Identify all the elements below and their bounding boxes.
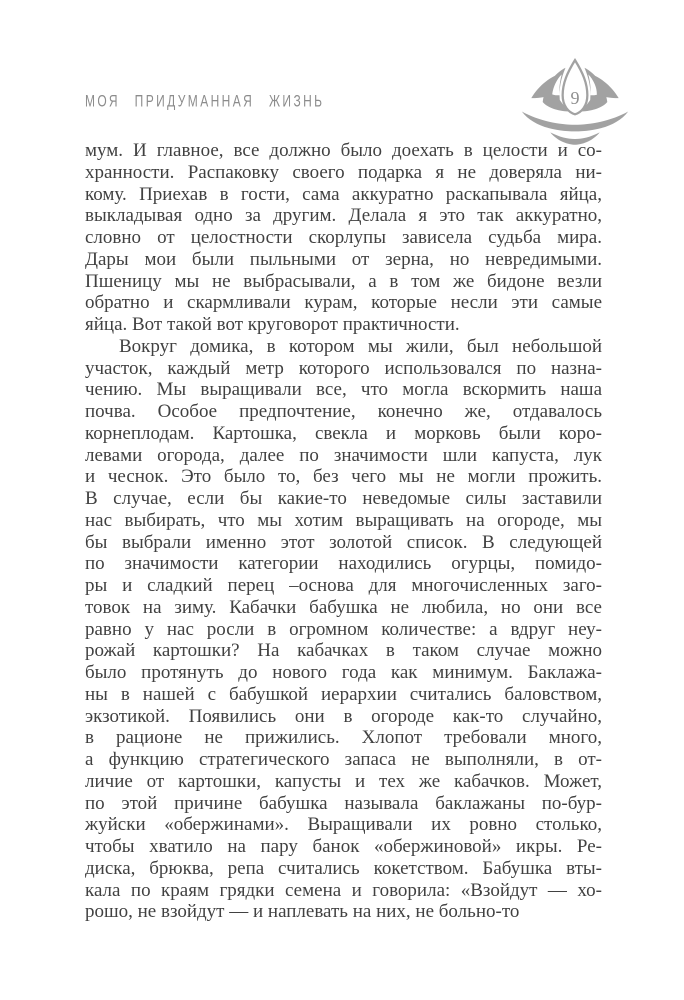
text-line: рожай картошки? На кабачках в таком случае можно bbox=[85, 640, 602, 662]
text-line: в рационе не прижились. Хлопот требовали много, bbox=[85, 727, 602, 749]
text-line: участок, каждый метр которого использовался по назна- bbox=[85, 357, 602, 379]
text-line: чению. Мы выращивали все, что могла вскормить наша bbox=[85, 379, 602, 401]
paragraph bbox=[85, 336, 602, 923]
text-line: равно у нас росли в огромном количестве: а вдруг неу- bbox=[85, 618, 602, 640]
text-line: экзотикой. Появились они в огороде как-то случайно, bbox=[85, 705, 602, 727]
text-line: а функцию стратегического запаса не выполняли, в от- bbox=[85, 749, 602, 770]
text-line: корнеплодам. Картошка, свекла и морковь были коро- bbox=[85, 422, 602, 444]
text-line: обратно и скармливали курам, которые несли эти самые bbox=[85, 292, 602, 314]
text-line: по значимости категории находились огурцы, помидо- bbox=[85, 553, 602, 575]
text-line: и чеснок. Это было то, без чего мы не могли прожить. bbox=[85, 466, 602, 488]
page-text bbox=[85, 140, 602, 923]
text-line: левами огорода, далее по значимости шли капуста, лук bbox=[85, 444, 602, 466]
lotus-icon bbox=[518, 56, 632, 146]
text-line: ны в нашей с бабушкой иерархии считались баловством, bbox=[85, 683, 602, 705]
text-line: выкладывая одно за другим. Делала я это так аккуратно, bbox=[85, 205, 602, 227]
text-line: Вокруг домика, в котором мы жили, был небольшой bbox=[119, 335, 602, 357]
text-line: мум. И главное, все должно было доехать в целости и со- bbox=[85, 140, 602, 161]
text-line: кому. Приехав в гости, сама аккуратно раскапывала яйца, bbox=[85, 183, 602, 205]
text-line: Дары мои были пыльными от зерна, но невредимыми. bbox=[85, 248, 602, 270]
text-line: товок на зиму. Кабачки бабушка не любила, но они все bbox=[85, 596, 602, 618]
text-line: кала по краям грядки семена и говорила: «Взойдут — хо- bbox=[85, 879, 602, 901]
text-line: чтобы хватило на пару банок «обержиновой» икры. Ре- bbox=[85, 836, 602, 857]
lotus-ornament bbox=[518, 56, 632, 146]
text-line: рошо, не взойдут — и наплевать на них, не больно-то bbox=[85, 901, 520, 923]
text-line: по этой причине бабушка называла баклажаны по-бур- bbox=[85, 792, 602, 814]
running-head-title: МОЯ ПРИДУМАННАЯ ЖИЗНЬ bbox=[85, 91, 325, 111]
text-line: словно от целостности скорлупы зависела судьба мира. bbox=[85, 227, 602, 248]
text-line: яйца. Вот такой вот круговорот практичности. bbox=[85, 314, 460, 335]
text-line: диска, брюква, репа считались кокетством. Бабушка вты- bbox=[85, 857, 602, 879]
text-line: Пшеницу мы не выбрасывали, а в том же бидоне везли bbox=[85, 270, 602, 292]
page-number: 9 bbox=[570, 87, 580, 108]
text-line: бы выбрали именно этот золотой список. В следующей bbox=[85, 531, 602, 553]
text-line: ры и сладкий перец –основа для многочисленных заго- bbox=[85, 575, 602, 596]
text-line: почва. Особое предпочтение, конечно же, отдавалось bbox=[85, 401, 602, 422]
text-line: жуйски «обержинами». Выращивали их ровно столько, bbox=[85, 814, 602, 836]
text-line: нас выбирать, что мы хотим выращивать на огороде, мы bbox=[85, 509, 602, 531]
text-line: В случае, если бы какие-то неведомые силы заставили bbox=[85, 488, 602, 509]
text-line: хранности. Распаковку своего подарка я не доверяла ни- bbox=[85, 161, 602, 183]
text-line: было протянуть до нового года как минимум. Баклажа- bbox=[85, 662, 602, 683]
text-line: личие от картошки, капусты и тех же кабачков. Может, bbox=[85, 770, 602, 792]
paragraph bbox=[85, 140, 602, 336]
